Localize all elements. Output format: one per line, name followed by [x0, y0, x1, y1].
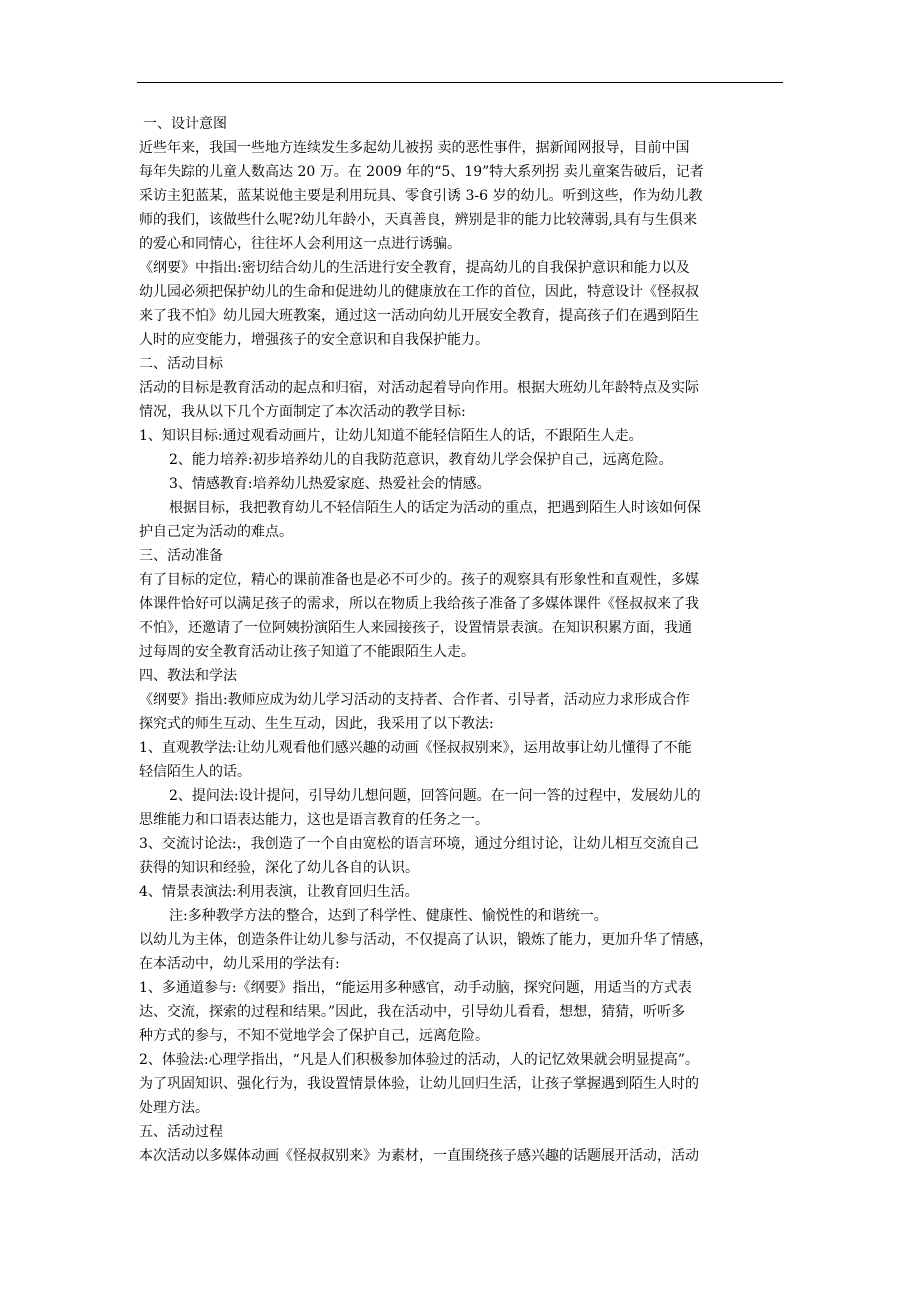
- text-line: 师的我们，该做些什么呢?幼儿年龄小，天真善良，辨别是非的能力比较薄弱,具有与生俱来: [139, 212, 697, 228]
- text-line: 四、教法和学法: [139, 668, 237, 684]
- text-line: 情况，我从以下几个方面制定了本次活动的教学目标:: [139, 404, 466, 420]
- text-line: 近些年来，我国一些地方连续发生多起幼儿被拐 卖的恶性事件，据新闻网报导，目前中国: [139, 140, 690, 156]
- header-rule: [137, 82, 783, 83]
- text-line: 的爱心和同情心，往往坏人会利用这一点进行诱骗。: [139, 236, 461, 252]
- text-line: 每年失踪的儿童人数高达 20 万。在 2009 年的“5、19”特大系列拐 卖儿童案告破后，记者: [139, 164, 704, 180]
- document-body: [139, 112, 791, 1168]
- text-line: 处理方法。: [139, 1100, 209, 1116]
- text-line: 活动的目标是教育活动的起点和归宿，对活动起着导向作用。根据大班幼儿年龄特点及实际: [139, 380, 699, 396]
- text-line: 二、活动目标: [139, 356, 223, 372]
- text-line: 本次活动以多媒体动画《怪叔叔别来》为素材，一直围绕孩子感兴趣的话题展开活动，活动: [139, 1148, 699, 1164]
- text-line: 3、情感教育:培养幼儿热爱家庭、热爱社会的情感。: [169, 476, 491, 492]
- text-line: 为了巩固知识、强化行为，我设置情景体验，让幼儿回归生活，让孩子掌握遇到陌生人时的: [139, 1076, 699, 1092]
- text-line: 2、提问法:设计提问，引导幼儿想问题，回答问题。在一问一答的过程中，发展幼儿的: [169, 788, 701, 804]
- text-line: 人时的应变能力，增强孩子的安全意识和自我保护能力。: [139, 332, 489, 348]
- text-line: 1、知识目标:通过观看动画片，让幼儿知道不能轻信陌生人的话，不跟陌生人走。: [139, 428, 643, 444]
- text-line: 1、直观教学法:让幼儿观看他们感兴趣的动画《怪叔叔别来》，运用故事让幼儿懂得了不能: [139, 740, 692, 756]
- text-line: 《纲要》中指出:密切结合幼儿的生活进行安全教育，提高幼儿的自我保护意识和能力以及: [139, 260, 690, 276]
- text-line: 在本活动中，幼儿采用的学法有:: [139, 956, 340, 972]
- text-line: 体课件恰好可以满足孩子的需求，所以在物质上我给孩子准备了多媒体课件《怪叔叔来了我: [139, 596, 699, 612]
- text-line: 轻信陌生人的话。: [139, 764, 251, 780]
- text-line: 探究式的师生互动、生生互动，因此，我采用了以下教法:: [139, 716, 494, 732]
- text-line: 以幼儿为主体，创造条件让幼儿参与活动，不仅提高了认识，锻炼了能力，更加升华了情感，: [139, 932, 713, 948]
- text-line: 达、交流，探索的过程和结果。”因此，我在活动中，引导幼儿看看，想想，猜猜，听听多: [139, 1004, 686, 1020]
- text-line: 护自己定为活动的难点。: [139, 524, 293, 540]
- text-line: 注:多种教学方法的整合，达到了科学性、健康性、愉悦性的和谐统一。: [169, 908, 608, 924]
- text-line: 种方式的参与，不知不觉地学会了保护自己，远离危险。: [139, 1028, 489, 1044]
- text-line: 3、交流讨论法:，我创造了一个自由宽松的语言环境，通过分组讨论，让幼儿相互交流自己: [139, 836, 699, 852]
- text-line: 获得的知识和经验，深化了幼儿各自的认识。: [139, 860, 419, 876]
- text-line: 幼儿园必须把保护幼儿的生命和促进幼儿的健康放在工作的首位，因此，特意设计《怪叔叔: [139, 284, 699, 300]
- text-line: 不怕》，还邀请了一位阿姨扮演陌生人来园接孩子，设置情景表演。在知识积累方面，我通: [139, 620, 692, 636]
- text-line: 有了目标的定位，精心的课前准备也是必不可少的。孩子的观察具有形象性和直观性，多媒: [139, 572, 699, 588]
- text-line: 三、活动准备: [139, 548, 223, 564]
- text-line: 根据目标，我把教育幼儿不轻信陌生人的话定为活动的重点，把遇到陌生人时该如何保: [169, 500, 701, 516]
- text-line: 《纲要》指出:教师应成为幼儿学习活动的支持者、合作者、引导者，活动应力求形成合作: [139, 692, 690, 708]
- text-line: 过每周的安全教育活动让孩子知道了不能跟陌生人走。: [139, 644, 475, 660]
- text-line: 1、多通道参与:《纲要》指出，“能运用多种感官，动手动脑，探究问题，用适当的方式表: [139, 980, 692, 996]
- text-line: 2、体验法:心理学指出，“凡是人们积极参加体验过的活动，人的记忆效果就会明显提高”。: [139, 1052, 699, 1068]
- text-line: 采访主犯蓝某，蓝某说他主要是利用玩具、零食引诱 3-6 岁的幼儿。听到这些，作为幼儿教: [139, 188, 703, 204]
- text-line: 来了我不怕》幼儿园大班教案，通过这一活动向幼儿开展安全教育，提高孩子们在遇到陌生: [139, 308, 699, 324]
- text-line: 思维能力和口语表达能力，这也是语言教育的任务之一。: [139, 812, 489, 828]
- text-line: 五、活动过程: [139, 1124, 223, 1140]
- text-line: 4、情景表演法:利用表演，让教育回归生活。: [139, 884, 419, 900]
- text-line: 一、设计意图: [143, 116, 227, 132]
- text-line: 2、能力培养:初步培养幼儿的自我防范意识，教育幼儿学会保护自己，远离危险。: [169, 452, 673, 468]
